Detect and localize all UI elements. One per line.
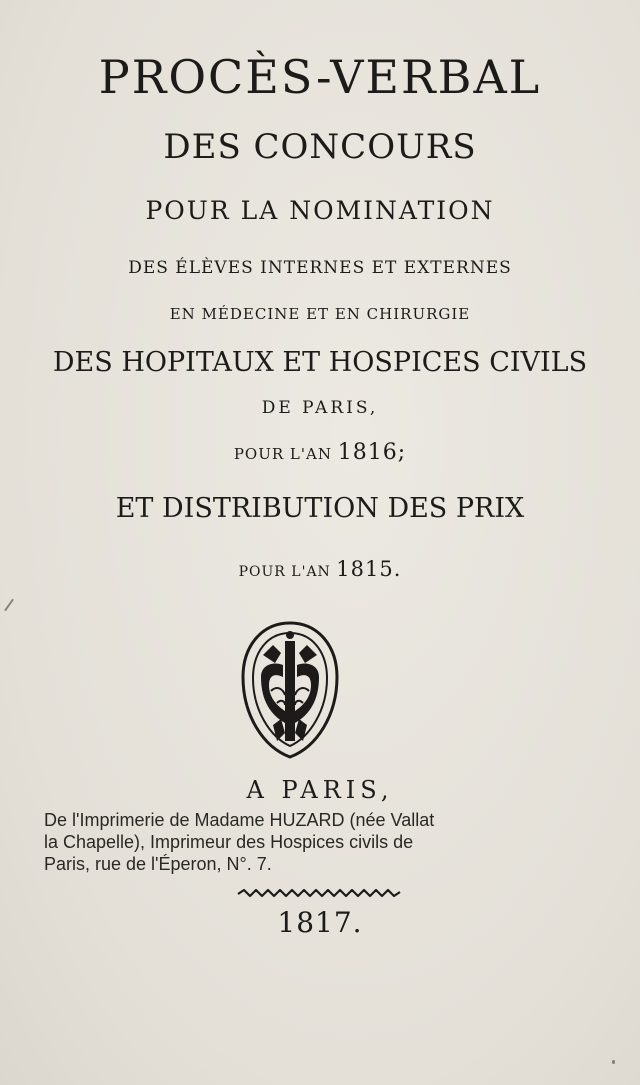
title-hopitaux-hospices: DES HOPITAUX ET HOSPICES CIVILS <box>52 347 588 378</box>
year-1816: 1816; <box>337 440 407 465</box>
title-pour-la-nomination: POUR LA NOMINATION <box>145 196 495 225</box>
imprint-line: Paris, rue de l'Éperon, N°. 7. <box>44 854 272 874</box>
imprint-block <box>44 809 604 875</box>
title-eleves-internes-externes: DES ÉLÈVES INTERNES ET EXTERNES <box>128 258 512 278</box>
title-pour-l-an-1816 <box>0 440 640 465</box>
title-des-concours: DES CONCOURS <box>163 127 477 167</box>
title-medecine-chirurgie: EN MÉDECINE ET EN CHIRURGIE <box>169 305 471 323</box>
ornamental-divider <box>236 888 404 898</box>
year-1815: 1815. <box>336 557 402 581</box>
publication-date: 1817. <box>277 906 363 939</box>
title-pour-l-an-1815 <box>0 557 640 581</box>
paper-speck <box>4 599 14 612</box>
year-prefix: POUR L'AN <box>238 564 331 580</box>
imprint-line: De l'Imprimerie de Madame HUZARD (née Vallat <box>44 810 435 830</box>
imprint-city: A PARIS, <box>246 776 394 804</box>
year-prefix: POUR L'AN <box>233 445 332 463</box>
title-distribution-des-prix: ET DISTRIBUTION DES PRIX <box>115 493 525 524</box>
title-de-paris: DE PARIS, <box>261 398 379 418</box>
paper-speck <box>612 1060 615 1064</box>
printer-monogram-emblem-icon <box>233 615 347 765</box>
imprint-line: la Chapelle), Imprimeur des Hospices civils de <box>44 832 414 852</box>
title-proces-verbal: PROCÈS-VERBAL <box>98 50 542 104</box>
